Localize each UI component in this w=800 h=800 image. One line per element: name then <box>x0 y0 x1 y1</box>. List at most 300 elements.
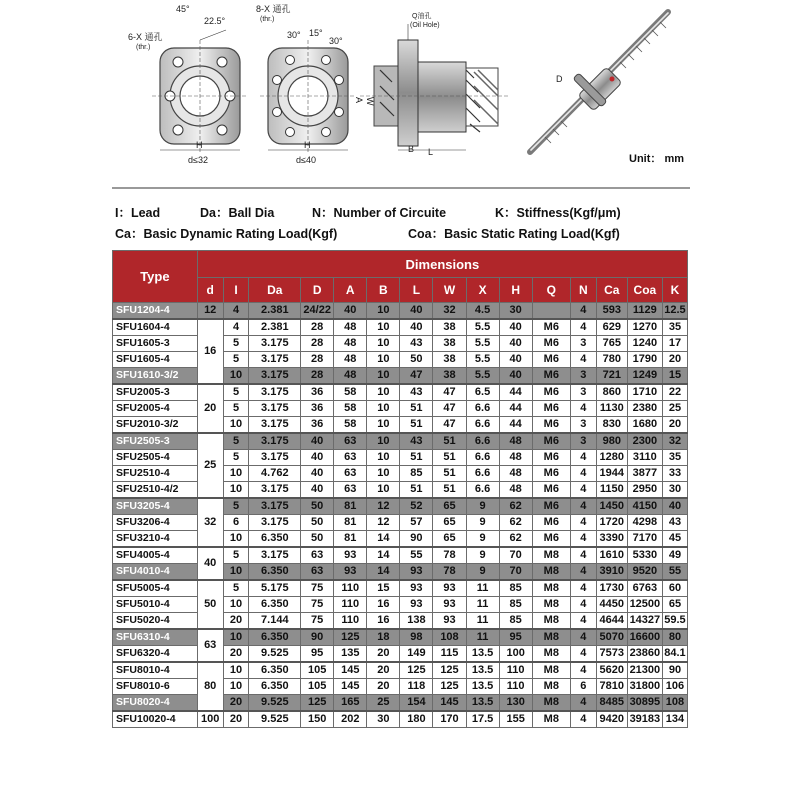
cell-h: 70 <box>499 564 532 581</box>
column-header-l: L <box>400 278 433 303</box>
cell-coa: 31800 <box>627 679 662 695</box>
cell-q: M6 <box>532 336 570 352</box>
cell-b: 16 <box>367 613 400 630</box>
cell-ca: 1280 <box>596 450 627 466</box>
cell-l: 40 <box>400 319 433 336</box>
cell-d: 50 <box>301 531 334 548</box>
cell-h: 62 <box>499 515 532 531</box>
cell-ca: 7810 <box>596 679 627 695</box>
cell-coa: 4298 <box>627 515 662 531</box>
cell-l: 57 <box>400 515 433 531</box>
cell-l: 149 <box>400 646 433 663</box>
cell-n: 4 <box>570 352 596 368</box>
cell-a: 63 <box>334 466 367 482</box>
cell-ca: 780 <box>596 352 627 368</box>
cell-w: 170 <box>433 711 466 728</box>
cell-d: 36 <box>301 401 334 417</box>
cell-ca: 1720 <box>596 515 627 531</box>
cell-i: 5 <box>223 352 249 368</box>
cell-q <box>532 303 570 320</box>
cell-w: 65 <box>433 498 466 515</box>
cell-q: M8 <box>532 711 570 728</box>
cell-d: 40 <box>301 482 334 499</box>
flange1-h-label: H <box>196 140 203 150</box>
cell-ca: 4644 <box>596 613 627 630</box>
cell-d: 28 <box>301 368 334 385</box>
flange2-holes-label: 8-X 通孔 <box>256 4 291 14</box>
cell-i: 10 <box>223 368 249 385</box>
cell-n: 3 <box>570 417 596 434</box>
cell-ca: 980 <box>596 433 627 450</box>
type-cell: SFU5010-4 <box>113 597 198 613</box>
cell-w: 32 <box>433 303 466 320</box>
cell-ca: 629 <box>596 319 627 336</box>
cell-i: 10 <box>223 466 249 482</box>
cell-i: 20 <box>223 646 249 663</box>
cell-q: M8 <box>532 662 570 679</box>
cell-k: 22 <box>662 384 687 401</box>
cell-coa: 1790 <box>627 352 662 368</box>
cell-l: 90 <box>400 531 433 548</box>
column-header-q: Q <box>532 278 570 303</box>
flange2-d-label: d≤40 <box>296 155 316 165</box>
table-row <box>113 498 688 515</box>
cell-w: 93 <box>433 580 466 597</box>
cell-x: 9 <box>466 531 499 548</box>
cell-b: 10 <box>367 352 400 368</box>
cell-b: 25 <box>367 695 400 712</box>
type-cell: SFU5020-4 <box>113 613 198 630</box>
cell-coa: 30895 <box>627 695 662 712</box>
cell-k: 108 <box>662 695 687 712</box>
cell-da: 3.175 <box>249 368 301 385</box>
type-cell: SFU2005-4 <box>113 401 198 417</box>
type-cell: SFU6320-4 <box>113 646 198 663</box>
type-header: Type <box>113 251 198 303</box>
cell-k: 43 <box>662 515 687 531</box>
cell-coa: 1680 <box>627 417 662 434</box>
shaft-diameter-cell: 100 <box>197 711 223 728</box>
cell-b: 10 <box>367 433 400 450</box>
cell-da: 3.175 <box>249 433 301 450</box>
cell-da: 3.175 <box>249 498 301 515</box>
cell-q: M6 <box>532 417 570 434</box>
cell-b: 12 <box>367 498 400 515</box>
cell-d: 40 <box>301 466 334 482</box>
cell-ca: 9420 <box>596 711 627 728</box>
cell-coa: 3877 <box>627 466 662 482</box>
cell-x: 6.6 <box>466 466 499 482</box>
type-cell: SFU2505-3 <box>113 433 198 450</box>
cell-d: 105 <box>301 679 334 695</box>
shaft-diameter-cell: 32 <box>197 498 223 547</box>
cell-n: 4 <box>570 629 596 646</box>
cell-ca: 860 <box>596 384 627 401</box>
cell-k: 45 <box>662 531 687 548</box>
cell-i: 5 <box>223 401 249 417</box>
cell-da: 3.175 <box>249 547 301 564</box>
cell-d: 63 <box>301 564 334 581</box>
type-cell: SFU2510-4 <box>113 466 198 482</box>
cell-l: 125 <box>400 662 433 679</box>
table-row <box>113 433 688 450</box>
cell-x: 13.5 <box>466 662 499 679</box>
shaft-diameter-cell: 20 <box>197 384 223 433</box>
shaft-diameter-cell: 25 <box>197 433 223 498</box>
cell-a: 58 <box>334 384 367 401</box>
cell-q: M6 <box>532 515 570 531</box>
cell-i: 20 <box>223 695 249 712</box>
cell-ca: 5070 <box>596 629 627 646</box>
cell-n: 4 <box>570 646 596 663</box>
cell-ca: 1944 <box>596 466 627 482</box>
cell-k: 55 <box>662 564 687 581</box>
cell-l: 93 <box>400 597 433 613</box>
cell-i: 6 <box>223 515 249 531</box>
column-header-d: D <box>301 278 334 303</box>
cell-ca: 3390 <box>596 531 627 548</box>
cell-d: 95 <box>301 646 334 663</box>
cell-q: M6 <box>532 531 570 548</box>
oil-hole-label: Q油孔 <box>412 13 432 20</box>
type-cell: SFU1604-4 <box>113 319 198 336</box>
cell-ca: 721 <box>596 368 627 385</box>
cell-h: 48 <box>499 433 532 450</box>
type-cell: SFU2005-3 <box>113 384 198 401</box>
cell-d: 75 <box>301 580 334 597</box>
cell-b: 10 <box>367 401 400 417</box>
cell-da: 3.175 <box>249 384 301 401</box>
table-row <box>113 662 688 679</box>
type-cell: SFU4005-4 <box>113 547 198 564</box>
cell-w: 65 <box>433 515 466 531</box>
cell-k: 12.5 <box>662 303 687 320</box>
cell-ca: 1610 <box>596 547 627 564</box>
table-row <box>113 547 688 564</box>
flange2-angle-2: 15° <box>309 28 323 38</box>
cell-coa: 39183 <box>627 711 662 728</box>
cell-a: 48 <box>334 336 367 352</box>
cell-q: M6 <box>532 482 570 499</box>
cell-i: 10 <box>223 597 249 613</box>
cell-b: 10 <box>367 384 400 401</box>
cell-q: M8 <box>532 629 570 646</box>
cell-da: 3.175 <box>249 417 301 434</box>
cell-a: 145 <box>334 662 367 679</box>
cell-d: 36 <box>301 417 334 434</box>
cell-b: 12 <box>367 515 400 531</box>
cell-i: 5 <box>223 450 249 466</box>
cell-q: M6 <box>532 433 570 450</box>
cell-x: 6.6 <box>466 401 499 417</box>
cell-q: M6 <box>532 450 570 466</box>
column-header-coa: Coa <box>627 278 662 303</box>
cell-n: 4 <box>570 547 596 564</box>
cell-k: 33 <box>662 466 687 482</box>
type-cell: SFU3205-4 <box>113 498 198 515</box>
cell-ca: 765 <box>596 336 627 352</box>
flange1-angle-1: 45° <box>176 4 190 14</box>
cell-w: 38 <box>433 368 466 385</box>
cell-coa: 12500 <box>627 597 662 613</box>
cell-i: 10 <box>223 531 249 548</box>
cell-i: 5 <box>223 384 249 401</box>
cell-n: 4 <box>570 498 596 515</box>
cell-b: 10 <box>367 417 400 434</box>
side-l-label: L <box>428 147 434 157</box>
type-cell: SFU5005-4 <box>113 580 198 597</box>
cell-coa: 23860 <box>627 646 662 663</box>
cell-b: 18 <box>367 629 400 646</box>
cell-coa: 5330 <box>627 547 662 564</box>
cell-b: 14 <box>367 564 400 581</box>
cell-w: 51 <box>433 450 466 466</box>
cell-d: 28 <box>301 336 334 352</box>
type-cell: SFU1605-4 <box>113 352 198 368</box>
cell-q: M8 <box>532 679 570 695</box>
cell-coa: 9520 <box>627 564 662 581</box>
cell-n: 4 <box>570 482 596 499</box>
type-cell: SFU3206-4 <box>113 515 198 531</box>
flange2-h-label: H <box>304 140 311 150</box>
cell-da: 3.175 <box>249 336 301 352</box>
cell-w: 145 <box>433 695 466 712</box>
cell-h: 30 <box>499 303 532 320</box>
flange1-d-label: d≤32 <box>188 155 208 165</box>
cell-x: 11 <box>466 597 499 613</box>
cell-ca: 1150 <box>596 482 627 499</box>
cell-x: 5.5 <box>466 352 499 368</box>
cell-da: 9.525 <box>249 711 301 728</box>
cell-h: 40 <box>499 368 532 385</box>
cell-a: 63 <box>334 450 367 466</box>
cell-x: 13.5 <box>466 695 499 712</box>
cell-i: 20 <box>223 613 249 630</box>
cell-d: 150 <box>301 711 334 728</box>
table-row <box>113 711 688 728</box>
column-header-b: B <box>367 278 400 303</box>
cell-a: 63 <box>334 433 367 450</box>
cell-coa: 6763 <box>627 580 662 597</box>
cell-h: 155 <box>499 711 532 728</box>
ballscrew-spec-table <box>112 250 688 728</box>
cell-h: 40 <box>499 352 532 368</box>
cell-ca: 7573 <box>596 646 627 663</box>
cell-d: 125 <box>301 695 334 712</box>
cell-n: 3 <box>570 368 596 385</box>
flange1-holes-label: 6-X 通孔 <box>128 32 163 42</box>
cell-b: 10 <box>367 303 400 320</box>
type-cell: SFU8020-4 <box>113 695 198 712</box>
cell-b: 10 <box>367 368 400 385</box>
cell-q: M6 <box>532 352 570 368</box>
cell-h: 62 <box>499 531 532 548</box>
cell-h: 100 <box>499 646 532 663</box>
cell-w: 51 <box>433 466 466 482</box>
shaft-diameter-cell: 80 <box>197 662 223 711</box>
cell-a: 48 <box>334 368 367 385</box>
cell-h: 48 <box>499 450 532 466</box>
cell-h: 48 <box>499 466 532 482</box>
cell-k: 32 <box>662 433 687 450</box>
cell-h: 85 <box>499 580 532 597</box>
cell-a: 93 <box>334 547 367 564</box>
cell-l: 43 <box>400 336 433 352</box>
cell-l: 51 <box>400 450 433 466</box>
cell-x: 5.5 <box>466 319 499 336</box>
cell-d: 28 <box>301 352 334 368</box>
cell-h: 85 <box>499 597 532 613</box>
cell-coa: 1249 <box>627 368 662 385</box>
photo-d-label: D <box>556 74 563 84</box>
cell-coa: 2380 <box>627 401 662 417</box>
column-header-d: d <box>197 278 223 303</box>
cell-i: 5 <box>223 547 249 564</box>
cell-coa: 7170 <box>627 531 662 548</box>
type-cell: SFU1204-4 <box>113 303 198 320</box>
cell-a: 81 <box>334 531 367 548</box>
column-header-h: H <box>499 278 532 303</box>
cell-ca: 5620 <box>596 662 627 679</box>
cell-coa: 2950 <box>627 482 662 499</box>
legend-ball-dia: Da：Ball Dia <box>200 206 275 220</box>
side-a-label: A <box>354 97 364 104</box>
flange-8-hole-drawing <box>256 3 356 165</box>
cell-d: 28 <box>301 319 334 336</box>
cell-k: 35 <box>662 319 687 336</box>
cell-w: 93 <box>433 597 466 613</box>
cell-n: 3 <box>570 433 596 450</box>
cell-coa: 1129 <box>627 303 662 320</box>
cell-w: 78 <box>433 564 466 581</box>
abbreviation-legend <box>115 203 755 245</box>
cell-i: 5 <box>223 580 249 597</box>
cell-n: 4 <box>570 580 596 597</box>
cell-l: 93 <box>400 580 433 597</box>
cell-x: 9 <box>466 547 499 564</box>
cell-da: 3.175 <box>249 352 301 368</box>
cell-w: 125 <box>433 662 466 679</box>
shaft-diameter-cell: 12 <box>197 303 223 320</box>
cell-a: 58 <box>334 401 367 417</box>
cell-k: 84.1 <box>662 646 687 663</box>
cell-q: M8 <box>532 564 570 581</box>
column-header-i: I <box>223 278 249 303</box>
flange-6-hole-drawing <box>128 4 248 165</box>
cell-h: 40 <box>499 319 532 336</box>
cell-coa: 14327 <box>627 613 662 630</box>
cell-da: 3.175 <box>249 515 301 531</box>
cell-x: 4.5 <box>466 303 499 320</box>
cell-b: 10 <box>367 450 400 466</box>
cell-n: 4 <box>570 695 596 712</box>
cell-b: 10 <box>367 482 400 499</box>
nut-side-view-drawing <box>354 11 510 157</box>
cell-q: M8 <box>532 547 570 564</box>
type-cell: SFU1610-3/2 <box>113 368 198 385</box>
cell-k: 35 <box>662 450 687 466</box>
cell-q: M6 <box>532 466 570 482</box>
flange2-angle-1: 30° <box>287 30 301 40</box>
cell-h: 44 <box>499 417 532 434</box>
cell-n: 3 <box>570 384 596 401</box>
cell-w: 47 <box>433 401 466 417</box>
cell-x: 6.5 <box>466 384 499 401</box>
cell-n: 4 <box>570 662 596 679</box>
cell-l: 52 <box>400 498 433 515</box>
cell-q: M6 <box>532 498 570 515</box>
cell-k: 134 <box>662 711 687 728</box>
cell-k: 90 <box>662 662 687 679</box>
cell-coa: 1240 <box>627 336 662 352</box>
cell-a: 110 <box>334 580 367 597</box>
column-header-row <box>113 278 688 303</box>
cell-q: M8 <box>532 646 570 663</box>
cell-coa: 4150 <box>627 498 662 515</box>
cell-da: 3.175 <box>249 401 301 417</box>
legend-stiffness: K：Stiffness(Kgf/μm) <box>495 206 621 220</box>
cell-k: 30 <box>662 482 687 499</box>
cell-i: 10 <box>223 662 249 679</box>
cell-q: M6 <box>532 384 570 401</box>
flange1-angle-2: 22.5° <box>204 16 226 26</box>
cell-da: 4.762 <box>249 466 301 482</box>
cell-i: 10 <box>223 629 249 646</box>
cell-i: 4 <box>223 303 249 320</box>
cell-x: 9 <box>466 515 499 531</box>
column-header-x: X <box>466 278 499 303</box>
cell-w: 51 <box>433 433 466 450</box>
cell-a: 125 <box>334 629 367 646</box>
table-row <box>113 629 688 646</box>
cell-d: 63 <box>301 547 334 564</box>
cell-b: 14 <box>367 547 400 564</box>
cell-da: 2.381 <box>249 303 301 320</box>
type-cell: SFU2510-4/2 <box>113 482 198 499</box>
table-row <box>113 384 688 401</box>
cell-da: 3.175 <box>249 450 301 466</box>
cell-n: 4 <box>570 450 596 466</box>
column-header-k: K <box>662 278 687 303</box>
cell-l: 118 <box>400 679 433 695</box>
cell-a: 135 <box>334 646 367 663</box>
shaft-diameter-cell: 50 <box>197 580 223 629</box>
cell-d: 75 <box>301 613 334 630</box>
cell-x: 13.5 <box>466 679 499 695</box>
cell-b: 20 <box>367 662 400 679</box>
cell-a: 202 <box>334 711 367 728</box>
cell-n: 4 <box>570 303 596 320</box>
cell-x: 6.6 <box>466 417 499 434</box>
cell-da: 9.525 <box>249 695 301 712</box>
cell-a: 165 <box>334 695 367 712</box>
cell-w: 38 <box>433 352 466 368</box>
cell-ca: 8485 <box>596 695 627 712</box>
cell-l: 55 <box>400 547 433 564</box>
cell-i: 10 <box>223 679 249 695</box>
cell-b: 15 <box>367 580 400 597</box>
cell-d: 50 <box>301 498 334 515</box>
type-cell: SFU2505-4 <box>113 450 198 466</box>
cell-d: 75 <box>301 597 334 613</box>
cell-q: M6 <box>532 401 570 417</box>
cell-d: 36 <box>301 384 334 401</box>
cell-a: 81 <box>334 498 367 515</box>
cell-coa: 3110 <box>627 450 662 466</box>
cell-i: 10 <box>223 417 249 434</box>
type-cell: SFU6310-4 <box>113 629 198 646</box>
cell-w: 38 <box>433 319 466 336</box>
